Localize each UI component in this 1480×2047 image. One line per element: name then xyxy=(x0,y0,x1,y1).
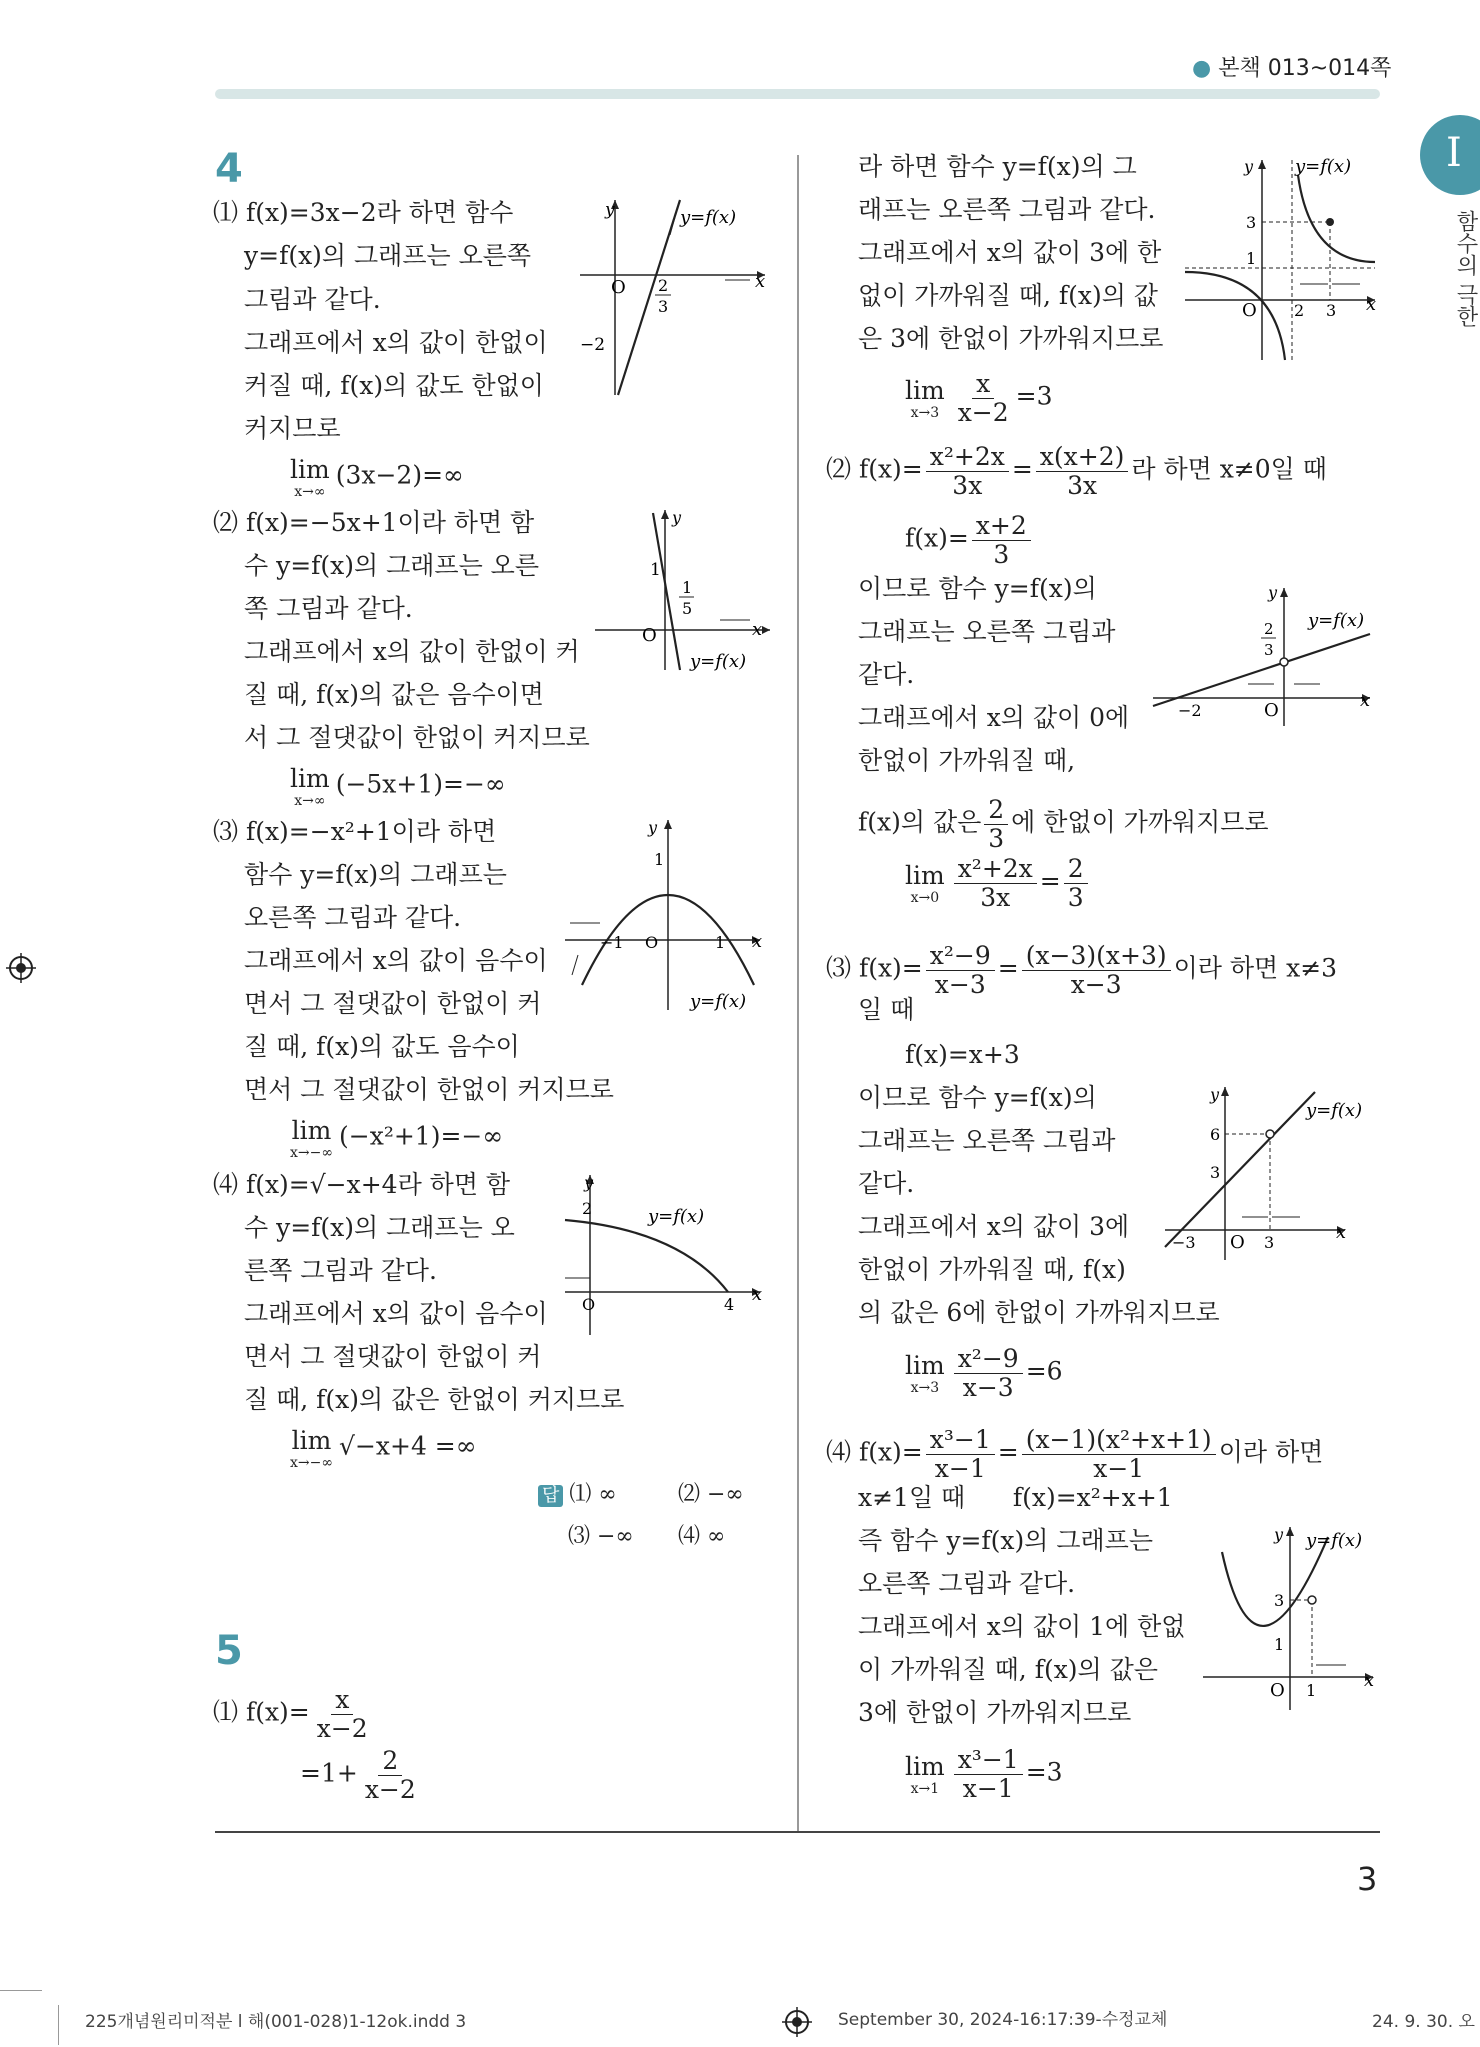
footer-timestamp: September 30, 2024-16:17:39-수정교체 xyxy=(838,2010,1168,2030)
svg-text:3: 3 xyxy=(1246,213,1257,232)
p5-2-limit: lim x→0 $\frac{\text{x²+2x}}{3x}$ = $\frac{2}{3}$ xyxy=(905,855,1091,911)
svg-text:x: x xyxy=(1366,294,1377,315)
p5-1-eq1: ⑴ f(x)= $\frac{x}{x-2}$ xyxy=(213,1685,368,1743)
svg-text:3: 3 xyxy=(1264,641,1274,659)
graph-4-3 xyxy=(560,815,770,1015)
p5-4-head: ⑷ f(x)= $\frac{\text{x³−1}}{x-1}$ = $\frac{\text{(x−1)(x²+x+1)}}{x-1}$ 이라 하면 xyxy=(826,1425,1324,1483)
svg-text:O: O xyxy=(582,1295,596,1314)
answer-badge: 답 xyxy=(538,1485,563,1507)
svg-text:−3: −3 xyxy=(1172,1233,1196,1252)
svg-text:1: 1 xyxy=(682,578,693,597)
reference-label: 본책 013~014쪽 xyxy=(1218,56,1392,81)
svg-text:O: O xyxy=(645,933,659,952)
p5-2-head: ⑵ f(x)= $\frac{\text{x²+2x}}{3x}$ = $\frac{x(x+2)}{3x}$ 라 하면 x≠0일 때 xyxy=(826,442,1327,500)
svg-text:5: 5 xyxy=(682,599,693,618)
svg-text:6: 6 xyxy=(1210,1125,1221,1144)
p4-1-limit: lim x→∞ (3x−2)=∞ xyxy=(290,455,464,500)
svg-text:x: x xyxy=(752,931,763,952)
p5-4-limit: lim x→1 $\frac{\text{x³−1}}{x-1}$ =3 xyxy=(905,1745,1063,1803)
svg-text:2: 2 xyxy=(1264,620,1274,638)
graph-4-2 xyxy=(590,505,780,675)
svg-text:3: 3 xyxy=(1264,1233,1275,1252)
p5-1-eq2: =1+ $\frac{2}{x-2}$ xyxy=(300,1746,416,1804)
bullet-icon: ● xyxy=(1192,56,1212,81)
svg-text:y=f(x): y=f(x) xyxy=(1306,1530,1363,1551)
svg-text:1: 1 xyxy=(715,933,726,952)
svg-text:O: O xyxy=(1230,1232,1245,1253)
p5-2-fx: f(x)= $\frac{x+2}{3}$ xyxy=(905,512,1034,568)
p4-2-limit: lim x→∞ (−5x+1)=−∞ xyxy=(290,764,506,809)
svg-text:2: 2 xyxy=(582,1199,593,1218)
svg-text:y=f(x): y=f(x) xyxy=(690,991,747,1012)
svg-text:y: y xyxy=(1268,583,1278,602)
footer-vline xyxy=(58,2005,59,2045)
svg-text:x: x xyxy=(752,619,763,640)
svg-text:1: 1 xyxy=(1306,1681,1317,1700)
svg-text:y=f(x): y=f(x) xyxy=(648,1206,705,1227)
svg-text:x: x xyxy=(755,271,766,292)
svg-text:4: 4 xyxy=(724,1295,735,1314)
svg-text:1: 1 xyxy=(1246,249,1257,268)
p5-3-head: ⑶ f(x)= $\frac{\text{x²−9}}{x-3}$ = $\frac{(x-3)(x+3)}{x-3}$ 이라 하면 x≠3 xyxy=(826,941,1338,999)
svg-text:2: 2 xyxy=(658,276,669,295)
svg-text:O: O xyxy=(1264,700,1279,721)
p4-3-limit: lim x→−∞ (−x²+1)=−∞ xyxy=(290,1116,504,1161)
svg-text:3: 3 xyxy=(1326,301,1337,320)
svg-text:3: 3 xyxy=(1274,1591,1285,1610)
svg-text:O: O xyxy=(642,625,657,646)
p5-4-line2: x≠1일 때 f(x)=x²+x+1 xyxy=(858,1483,1173,1512)
chapter-title: 함수의 극한 xyxy=(1453,210,1478,327)
footer-file: 225개념원리미적분 l 해(001-028)1-12ok.indd 3 xyxy=(85,2012,467,2032)
svg-text:O: O xyxy=(1270,1680,1285,1701)
graph-4-4 xyxy=(560,1170,770,1340)
svg-text:2: 2 xyxy=(1294,301,1305,320)
svg-text:x: x xyxy=(1364,1670,1375,1691)
chapter-mark: I xyxy=(1446,130,1462,176)
svg-text:y: y xyxy=(1244,157,1254,176)
graph-5-2 xyxy=(1148,578,1378,728)
svg-text:y: y xyxy=(584,1173,594,1192)
graph-5-4 xyxy=(1198,1522,1378,1712)
svg-text:y: y xyxy=(605,200,615,220)
graph-5-3 xyxy=(1160,1082,1380,1262)
footer-registration-mark-icon xyxy=(782,2007,812,2041)
p5-3-limit: lim x→3 $\frac{\text{x²−9}}{x-3}$ =6 xyxy=(905,1344,1063,1402)
svg-text:y=f(x): y=f(x) xyxy=(1308,610,1365,631)
graph-5-1 xyxy=(1180,150,1380,365)
svg-text:O: O xyxy=(1242,300,1257,321)
svg-text:1: 1 xyxy=(650,560,661,580)
graph-4-1 xyxy=(575,195,775,405)
svg-text:x: x xyxy=(752,1284,763,1305)
registration-mark-icon xyxy=(6,953,36,987)
p5-3-fx: f(x)=x+3 xyxy=(905,1040,1020,1069)
p5-1-limit: lim x→3 $\frac{x}{x-2}$ =3 xyxy=(905,369,1053,427)
svg-text:y: y xyxy=(1210,1085,1220,1104)
svg-text:1: 1 xyxy=(654,850,665,869)
svg-text:y=f(x): y=f(x) xyxy=(1306,1100,1363,1121)
svg-text:3: 3 xyxy=(1210,1163,1221,1182)
page-number: 3 xyxy=(1357,1860,1378,1898)
svg-text:−1: −1 xyxy=(600,933,624,952)
svg-text:y: y xyxy=(648,818,658,837)
svg-text:y=f(x): y=f(x) xyxy=(1295,156,1352,177)
p4-4-limit: lim x→−∞ √−x+4 =∞ xyxy=(290,1426,477,1471)
p5-3-tail2: 일 때 xyxy=(858,995,915,1024)
svg-text:O: O xyxy=(611,277,626,298)
svg-text:y=f(x): y=f(x) xyxy=(690,651,747,672)
header-bar xyxy=(215,89,1380,99)
svg-text:x: x xyxy=(1360,690,1371,711)
svg-text:3: 3 xyxy=(658,297,669,316)
problem-number-4: 4 xyxy=(215,146,243,192)
svg-text:y=f(x): y=f(x) xyxy=(680,207,737,228)
bottom-rule xyxy=(215,1831,1380,1833)
svg-text:x: x xyxy=(1336,1222,1347,1243)
svg-text:−2: −2 xyxy=(1178,701,1202,720)
footer-date: 24. 9. 30. 오 xyxy=(1372,2012,1475,2032)
chapter-tab xyxy=(1420,115,1480,195)
section-reference xyxy=(1192,56,1391,82)
footer-rule xyxy=(0,1990,42,1991)
svg-text:y: y xyxy=(672,508,682,527)
svg-text:y: y xyxy=(1274,1525,1284,1544)
column-divider xyxy=(797,155,799,1831)
svg-text:−2: −2 xyxy=(580,335,606,355)
problem-number-5: 5 xyxy=(215,1628,243,1674)
svg-text:1: 1 xyxy=(1274,1635,1285,1654)
